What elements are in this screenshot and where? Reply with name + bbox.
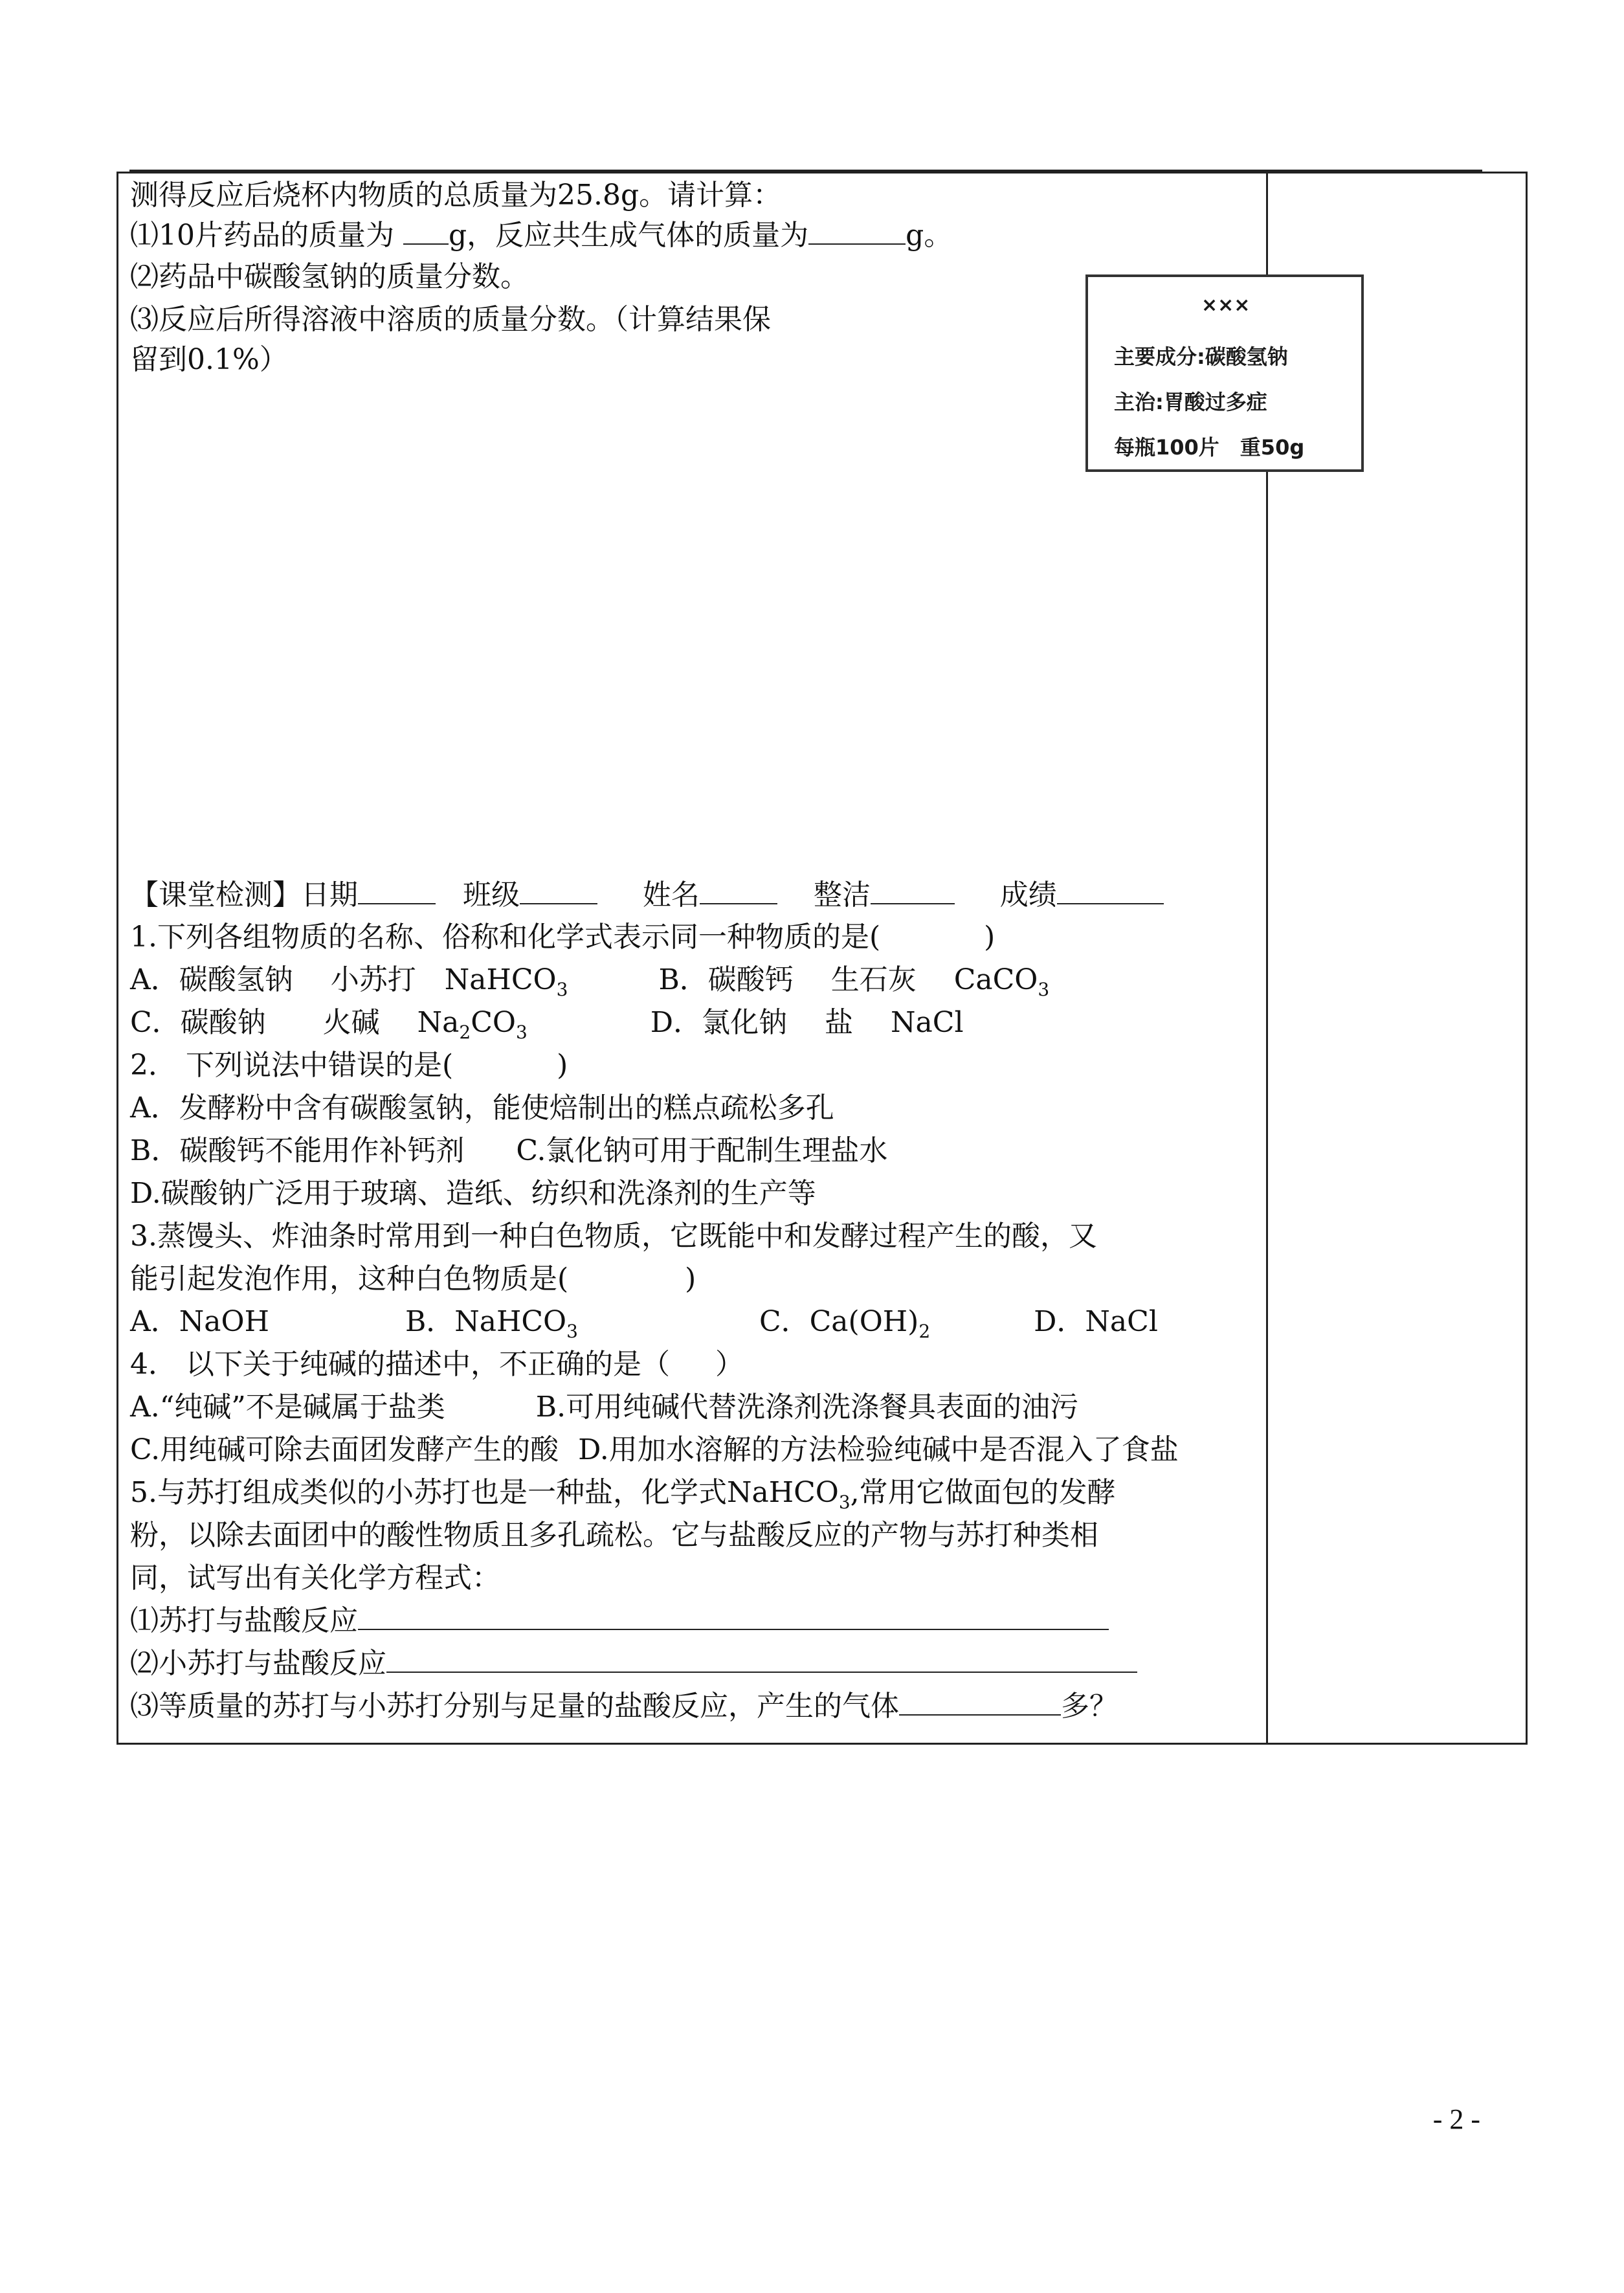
problem-q2: ⑵药品中碳酸氢钠的质量分数。 bbox=[130, 260, 529, 293]
neat-field[interactable] bbox=[871, 877, 955, 904]
check-q4: 4． 以下关于纯碱的描述中，不正确的是（ ） bbox=[130, 1348, 744, 1381]
problem-q1: ⑴10片药品的质量为 g，反应共生成气体的质量为 g。 bbox=[130, 219, 953, 252]
page-number: - 2 - bbox=[1432, 2103, 1480, 2135]
check-q2-option-a: A．发酵粉中含有碳酸氢钠，能使焙制出的糕点疏松多孔 bbox=[130, 1091, 834, 1124]
check-q4-options-ab: A.“纯碱”不是碱属于盐类 B.可用纯碱代替洗涤剂洗涤餐具表面的油污 bbox=[130, 1391, 1079, 1424]
check-q2-option-d: D.碳酸钠广泛用于玻璃、造纸、纺织和洗涤剂的生产等 bbox=[130, 1177, 816, 1210]
label-indication: 主治:胃酸过多症 bbox=[1114, 390, 1267, 414]
check-q4-options-cd: C.用纯碱可除去面团发酵产生的酸 D.用加水溶解的方法检验纯碱中是否混入了食盐 bbox=[130, 1433, 1179, 1466]
check-q3-line2: 能引起发泡作用，这种白色物质是( ) bbox=[130, 1262, 696, 1295]
check-q1-options-cd: C．碳酸钠 火碱 $Na_2CO_3$ D．氯化钠 盐 NaCl bbox=[130, 1006, 964, 1043]
label-ingredient: 主要成分:碳酸氢钠 bbox=[1114, 344, 1288, 369]
check-header: 【课堂检测】日期 班级 姓名 整洁 成绩 bbox=[130, 876, 1164, 915]
answer-blank[interactable] bbox=[403, 218, 449, 245]
answer-blank[interactable] bbox=[899, 1688, 1061, 1716]
problem-q3-line2: 留到0.1%） bbox=[130, 343, 288, 376]
date-field[interactable] bbox=[358, 877, 436, 904]
check-q3-options: A．NaOH B．NaHCO$_3$ C．$Ca(OH)_2$ D．NaCl bbox=[130, 1305, 1158, 1342]
problem-intro: 测得反应后烧杯内物质的总质量为25.8g。请计算： bbox=[130, 179, 782, 212]
problem-q3-line1: ⑶反应后所得溶液中溶质的质量分数。（计算结果保 bbox=[130, 303, 771, 336]
class-field[interactable] bbox=[520, 877, 597, 904]
check-q5-3: ⑶等质量的苏打与小苏打分别与足量的盐酸反应，产生的气体 多？ bbox=[130, 1690, 1118, 1723]
answer-blank[interactable] bbox=[386, 1646, 1137, 1673]
check-q5-1: ⑴苏打与盐酸反应 bbox=[130, 1602, 1109, 1640]
score-field[interactable] bbox=[1057, 877, 1164, 904]
check-q5-line3: 同，试写出有关化学方程式： bbox=[130, 1561, 500, 1594]
label-spec: 每瓶100片 重50g bbox=[1114, 435, 1305, 460]
medicine-label bbox=[1085, 274, 1364, 472]
worksheet-table bbox=[117, 172, 1528, 1745]
label-title: ××× bbox=[1201, 294, 1251, 317]
check-q1-options-ab: A．碳酸氢钠 小苏打 NaHCO$_3$ B．碳酸钙 生石灰 CaCO$_3$ bbox=[130, 963, 1050, 1000]
check-title: 【课堂检测】 bbox=[130, 878, 301, 912]
check-q2-options-bc: B．碳酸钙不能用作补钙剂 C.氯化钠可用于配制生理盐水 bbox=[130, 1134, 888, 1167]
answer-blank[interactable] bbox=[808, 218, 906, 245]
check-q5-line2: 粉，以除去面团中的酸性物质且多孔疏松。它与盐酸反应的产物与苏打种类相 bbox=[130, 1519, 1098, 1552]
name-field[interactable] bbox=[700, 877, 777, 904]
check-q5-2: ⑵小苏打与盐酸反应 bbox=[130, 1644, 1137, 1683]
check-q3-line1: 3.蒸馒头、炸油条时常用到一种白色物质，它既能中和发酵过程产生的酸，又 bbox=[130, 1220, 1097, 1253]
check-q5-line1: 5.与苏打组成类似的小苏打也是一种盐，化学式NaHCO$_3$,常用它做面包的发酵 bbox=[130, 1476, 1116, 1513]
answer-blank[interactable] bbox=[358, 1603, 1109, 1630]
check-q2: 2． 下列说法中错误的是( ) bbox=[130, 1049, 568, 1082]
check-q1: 1.下列各组物质的名称、俗称和化学式表示同一种物质的是( ) bbox=[130, 921, 996, 954]
